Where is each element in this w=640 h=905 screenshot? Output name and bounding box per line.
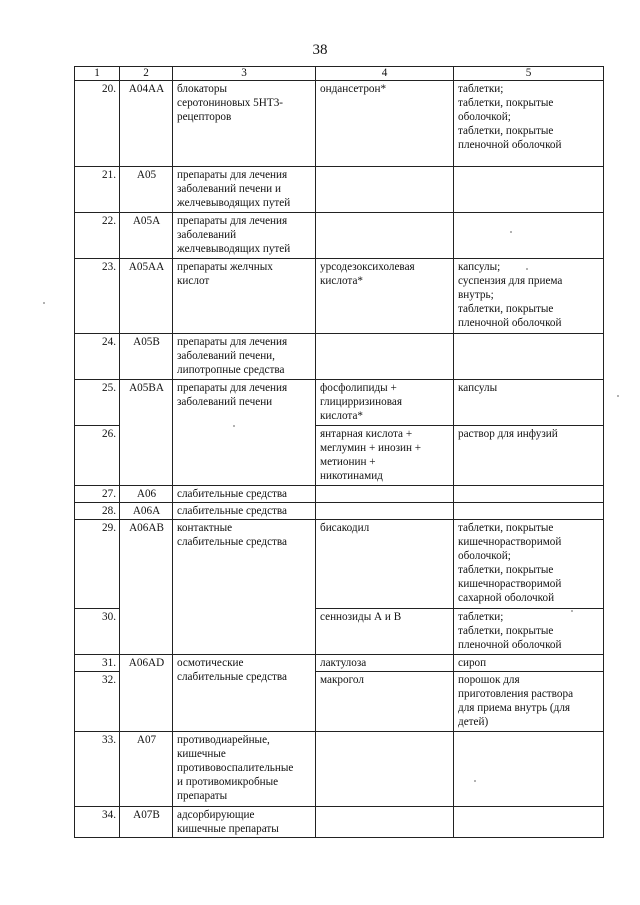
- group-name: адсорбирующие кишечные препараты: [173, 807, 316, 838]
- table-row: [75, 732, 604, 807]
- drug-list-table: [74, 66, 604, 838]
- drug-name: сеннозиды А и В: [316, 609, 454, 655]
- dosage-forms: таблетки; таблетки, покрытые пленочной оболочкой: [454, 609, 604, 655]
- scan-speck: [43, 302, 45, 304]
- group-name: слабительные средства: [173, 503, 316, 520]
- atc-code: A07: [120, 732, 173, 807]
- group-name: контактные слабительные средства: [173, 520, 316, 655]
- row-number: 23.: [75, 259, 120, 334]
- dosage-forms: [454, 334, 604, 380]
- table-row: [75, 213, 604, 259]
- table-row: [75, 486, 604, 503]
- dosage-forms: порошок для приготовления раствора для приема внутрь (для детей): [454, 672, 604, 732]
- table-row: [75, 259, 604, 334]
- dosage-forms: [454, 503, 604, 520]
- drug-name: фосфолипиды + глицирризиновая кислота*: [316, 380, 454, 426]
- drug-name: ондансетрон*: [316, 81, 454, 167]
- row-number: 33.: [75, 732, 120, 807]
- column-number: 2: [120, 67, 173, 81]
- row-number: 31.: [75, 655, 120, 672]
- atc-code: A05: [120, 167, 173, 213]
- atc-code: A06AD: [120, 655, 173, 732]
- column-number: 3: [173, 67, 316, 81]
- table-row: [75, 503, 604, 520]
- table-row: [75, 520, 604, 609]
- drug-name: [316, 334, 454, 380]
- table-row: [75, 81, 604, 167]
- atc-code: A07B: [120, 807, 173, 838]
- row-number: 26.: [75, 426, 120, 486]
- dosage-forms: [454, 167, 604, 213]
- drug-name: лактулоза: [316, 655, 454, 672]
- drug-name: макрогол: [316, 672, 454, 732]
- scan-speck: [571, 610, 573, 612]
- table-row: [75, 807, 604, 838]
- drug-name: [316, 732, 454, 807]
- table-row: [75, 380, 604, 426]
- drug-name: [316, 486, 454, 503]
- group-name: противодиарейные, кишечные противовоспалительные и противомикробные препараты: [173, 732, 316, 807]
- row-number: 30.: [75, 609, 120, 655]
- scan-speck: [474, 780, 476, 782]
- row-number: 29.: [75, 520, 120, 609]
- dosage-forms: капсулы: [454, 380, 604, 426]
- dosage-forms: сироп: [454, 655, 604, 672]
- group-name: препараты для лечения заболеваний печени, липотропные средства: [173, 334, 316, 380]
- atc-code: A04AA: [120, 81, 173, 167]
- dosage-forms: [454, 486, 604, 503]
- dosage-forms: таблетки; таблетки, покрытые оболочкой; таблетки, покрытые пленочной оболочкой: [454, 81, 604, 167]
- row-number: 22.: [75, 213, 120, 259]
- atc-code: A06A: [120, 503, 173, 520]
- dosage-forms: таблетки, покрытые кишечнорастворимой оболочкой; таблетки, покрытые кишечнорастворимой сахарной оболочкой: [454, 520, 604, 609]
- group-name: препараты для лечения заболеваний желчевыводящих путей: [173, 213, 316, 259]
- column-number-row: [75, 67, 604, 81]
- scan-speck: [526, 268, 528, 270]
- row-number: 27.: [75, 486, 120, 503]
- drug-name: [316, 213, 454, 259]
- drug-name: [316, 167, 454, 213]
- row-number: 28.: [75, 503, 120, 520]
- row-number: 20.: [75, 81, 120, 167]
- dosage-forms: [454, 807, 604, 838]
- table-row: [75, 334, 604, 380]
- drug-name: урсодезоксихолевая кислота*: [316, 259, 454, 334]
- row-number: 32.: [75, 672, 120, 732]
- drug-name: янтарная кислота + меглумин + инозин + метионин + никотинамид: [316, 426, 454, 486]
- scan-speck: [617, 395, 619, 397]
- group-name: препараты желчных кислот: [173, 259, 316, 334]
- row-number: 21.: [75, 167, 120, 213]
- dosage-forms: раствор для инфузий: [454, 426, 604, 486]
- drug-name: [316, 807, 454, 838]
- group-name: слабительные средства: [173, 486, 316, 503]
- row-number: 25.: [75, 380, 120, 426]
- page-number: 38: [312, 42, 328, 58]
- dosage-forms: [454, 213, 604, 259]
- row-number: 24.: [75, 334, 120, 380]
- group-name: препараты для лечения заболеваний печени: [173, 380, 316, 486]
- scan-speck: [510, 231, 512, 233]
- atc-code: A05B: [120, 334, 173, 380]
- column-number: 4: [316, 67, 454, 81]
- atc-code: A05A: [120, 213, 173, 259]
- group-name: препараты для лечения заболеваний печени и желчевыводящих путей: [173, 167, 316, 213]
- table-row: [75, 655, 604, 672]
- atc-code: A06AB: [120, 520, 173, 655]
- atc-code: A05BA: [120, 380, 173, 486]
- column-number: 5: [454, 67, 604, 81]
- column-number: 1: [75, 67, 120, 81]
- atc-code: A06: [120, 486, 173, 503]
- dosage-forms: [454, 732, 604, 807]
- row-number: 34.: [75, 807, 120, 838]
- group-name: осмотические слабительные средства: [173, 655, 316, 732]
- dosage-forms: капсулы; суспензия для приема внутрь; таблетки, покрытые пленочной оболочкой: [454, 259, 604, 334]
- drug-name: бисакодил: [316, 520, 454, 609]
- table-row: [75, 167, 604, 213]
- drug-name: [316, 503, 454, 520]
- atc-code: A05AA: [120, 259, 173, 334]
- scan-speck: [233, 425, 235, 427]
- group-name: блокаторы серотониновых 5НТ3- рецепторов: [173, 81, 316, 167]
